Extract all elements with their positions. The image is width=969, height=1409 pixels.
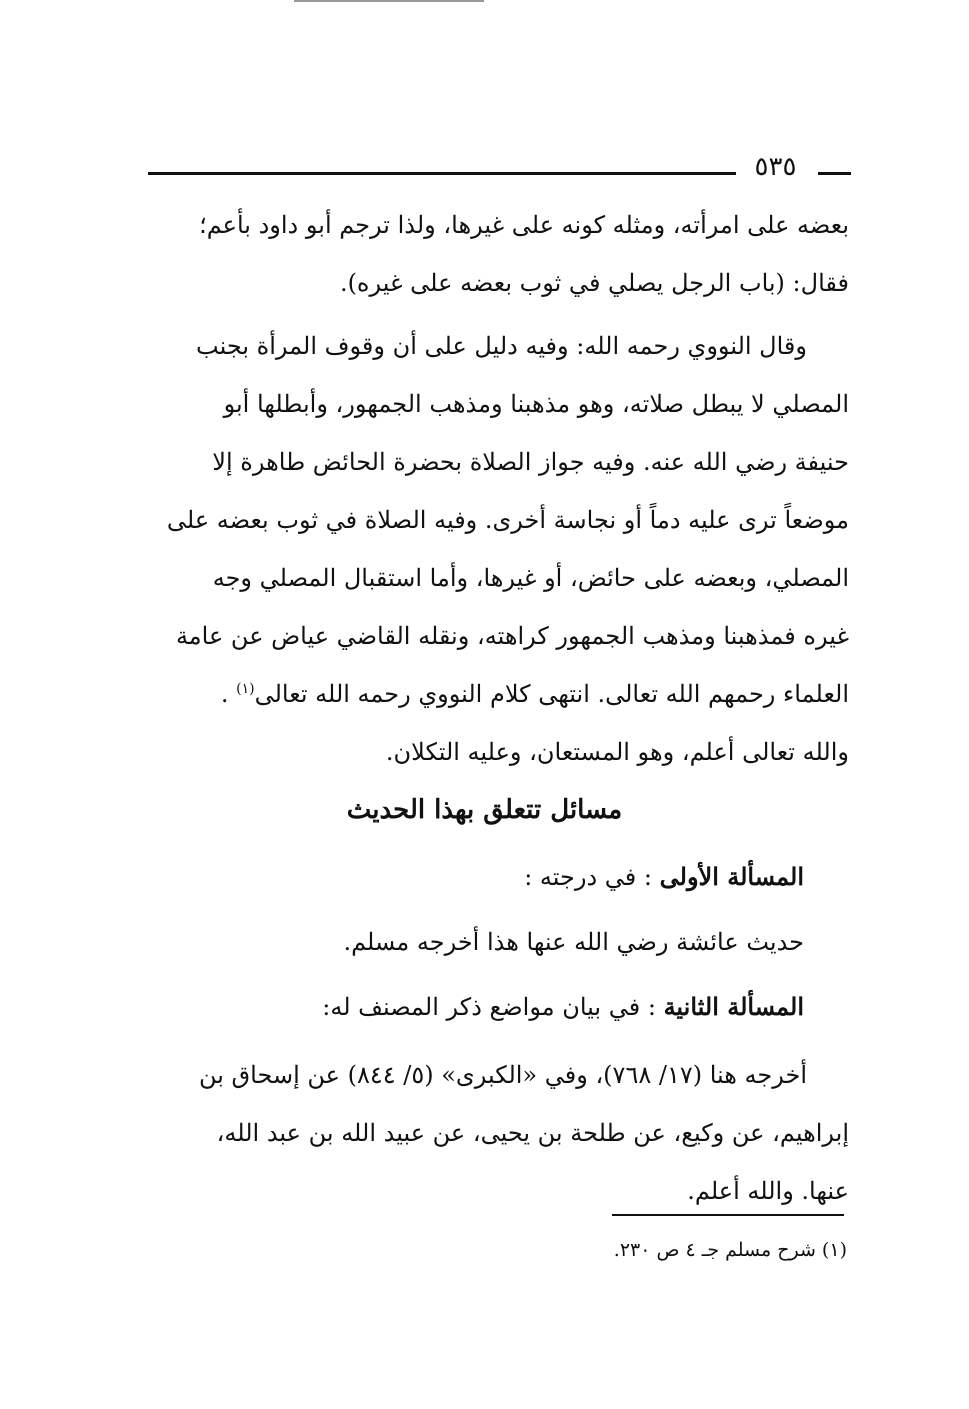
line-end: . <box>220 680 237 708</box>
text-line <box>139 665 849 723</box>
text-line: عنها. والله أعلم. <box>687 1177 849 1205</box>
line-text: العلماء رحمهم الله تعالى. انتهى كلام النووي رحمه الله تعالى <box>254 680 849 708</box>
page-header <box>148 150 851 190</box>
header-short-rule <box>818 172 851 175</box>
paragraph-3 <box>139 1046 849 1220</box>
text-line: فقال: (باب الرجل يصلي في ثوب بعضه على غيره). <box>339 269 849 297</box>
question-2-label: المسألة الثانية <box>663 992 804 1021</box>
footnote: (١) شرح مسلم جـ ٤ ص ٢٣٠. <box>613 1239 847 1261</box>
text-line: المصلي، وبعضه على حائض، أو غيرها، وأما استقبال المصلي وجه <box>212 564 849 592</box>
question-2-text: : في بيان مواضع ذكر المصنف له: <box>322 993 656 1021</box>
footnote-rule <box>612 1214 844 1216</box>
question-1 <box>524 852 804 902</box>
header-rule <box>148 172 736 175</box>
paragraph-2 <box>139 317 849 781</box>
text-line: بعضه على امرأته، ومثله كونه على غيرها، ولذا ترجم أبو داود بأعم؛ <box>199 211 849 239</box>
footnote-ref: (١) <box>236 681 255 697</box>
paragraph-1 <box>139 196 849 312</box>
text-line: المصلي لا يبطل صلاته، وهو مذهبنا ومذهب الجمهور، وأبطلها أبو <box>223 390 849 418</box>
page-number: ٥٣٥ <box>754 152 797 182</box>
question-1-label: المسألة الأولى <box>659 862 804 891</box>
text-line: وقال النووي رحمه الله: وفيه دليل على أن وقوف المرأة بجنب <box>196 332 807 360</box>
text-line: إبراهيم، عن وكيع، عن طلحة بن يحيى، عن عبيد الله بن عبد الله، <box>216 1119 849 1147</box>
question-2 <box>322 982 804 1032</box>
top-rule <box>294 0 484 2</box>
answer-1: حديث عائشة رضي الله عنها هذا أخرجه مسلم. <box>343 928 804 956</box>
question-1-text: : في درجته : <box>524 863 652 891</box>
section-heading: مسائل تتعلق بهذا الحديث <box>346 795 623 825</box>
text-line: أخرجه هنا (١٧/ ٧٦٨)، وفي «الكبرى» (٥/ ٨٤٤) عن إسحاق بن <box>198 1061 807 1089</box>
text-line: والله تعالى أعلم، وهو المستعان، وعليه التكلان. <box>385 738 849 766</box>
text-line: موضعاً ترى عليه دماً أو نجاسة أخرى. وفيه الصلاة في ثوب بعضه على <box>166 506 849 534</box>
text-line: غيره فمذهبنا ومذهب الجمهور كراهته، ونقله القاضي عياض عن عامة <box>175 622 849 650</box>
text-line: حنيفة رضي الله عنه. وفيه جواز الصلاة بحضرة الحائض طاهرة إلا <box>212 448 849 476</box>
